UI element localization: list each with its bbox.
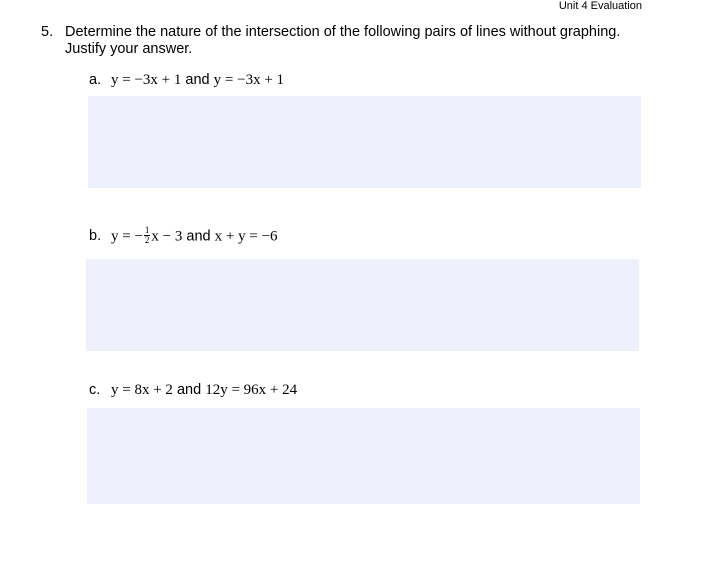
question-5 (41, 24, 661, 58)
question-text: Determine the nature of the intersection of the following pairs of lines without graphing. Justify your answer. (65, 24, 621, 57)
equation-2: 12y = 96x + 24 (205, 382, 298, 398)
part-b (89, 227, 278, 246)
equation-1: y = −3x + 1 (111, 72, 182, 88)
equation-2: x + y = −6 (214, 228, 278, 245)
fraction-numerator: 1 (144, 225, 150, 235)
part-letter: b. (89, 228, 102, 245)
equation-1-prefix: y = − (111, 228, 143, 245)
part-c (89, 381, 297, 399)
answer-box-c[interactable] (87, 408, 640, 504)
equation-1: y = 8x + 2 (111, 382, 173, 398)
header-label: Unit 4 Evaluation (558, 0, 642, 12)
fraction-denominator: 2 (144, 235, 150, 245)
part-a (89, 71, 284, 89)
equation-2: y = −3x + 1 (213, 72, 285, 88)
connector-text: and (176, 382, 202, 398)
equation-1-suffix: x − 3 (151, 228, 183, 245)
connector-text: and (186, 228, 211, 245)
fraction (144, 226, 151, 245)
answer-box-b[interactable] (86, 259, 639, 351)
part-letter: c. (89, 382, 101, 398)
connector-text: and (185, 72, 210, 88)
question-number: 5. (41, 24, 54, 40)
part-letter: a. (89, 72, 102, 88)
answer-box-a[interactable] (88, 96, 641, 188)
